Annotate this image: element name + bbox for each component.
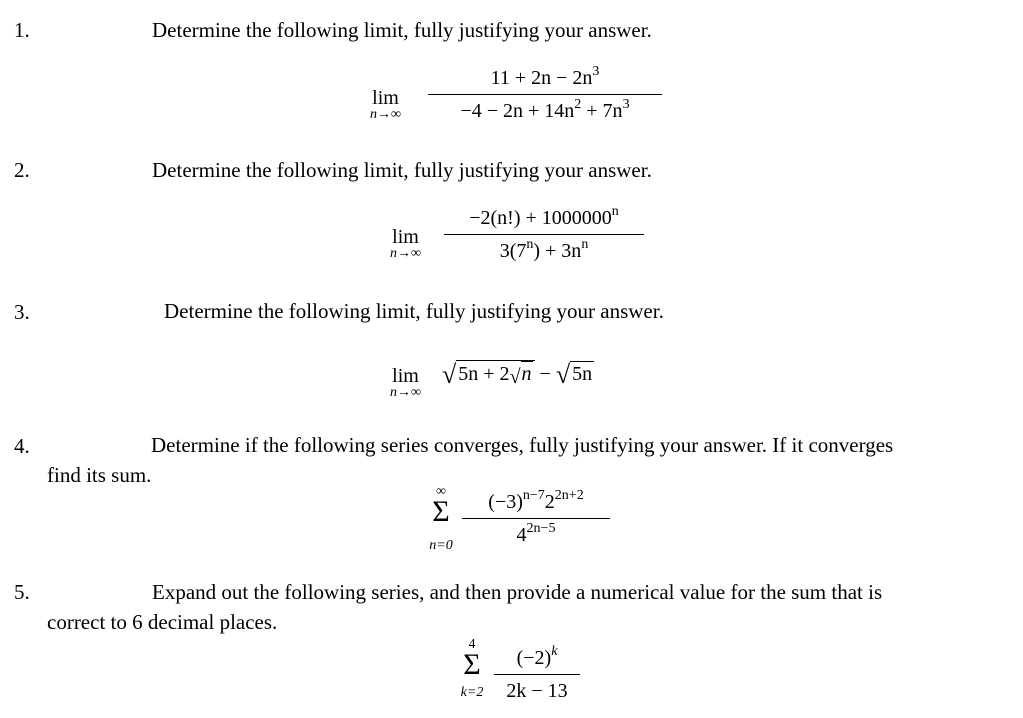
lim-word: lim	[372, 87, 399, 109]
denominator: 2k − 13	[506, 680, 568, 702]
problem-number-2: 2.	[14, 158, 30, 182]
denominator: $3(7^n) + 3n^n$	[499, 237, 589, 262]
lim-subscript: n→∞	[390, 246, 421, 261]
limit-operator	[390, 366, 421, 400]
problem-number-1: 1.	[14, 18, 30, 42]
fraction-bar	[494, 674, 580, 675]
fraction-bar	[444, 234, 644, 235]
limit-operator	[370, 88, 401, 122]
problem-5-prompt-line-1: Expand out the following series, and then provide a numerical value for the sum that is	[152, 580, 883, 604]
lim-word: lim	[392, 365, 419, 387]
lim-subscript: n→∞	[370, 107, 401, 122]
sum-upper-limit: ∞	[436, 484, 446, 499]
fraction	[428, 66, 662, 123]
problem-number-4: 4.	[14, 434, 30, 458]
radical-expression: √ 5n + 2√n − √ 5n	[442, 360, 593, 389]
limit-operator	[390, 227, 421, 261]
sigma-symbol: Σ	[463, 648, 481, 681]
problem-number-5: 5.	[14, 580, 30, 604]
problem-4-prompt-line-1: Determine if the following series converges, fully justifying your answer. If it converges	[151, 433, 894, 457]
numerator: $11 + 2n - 2n^3$	[490, 64, 600, 89]
sigma-symbol: Σ	[432, 495, 450, 528]
problem-1-prompt: Determine the following limit, fully justifying your answer.	[152, 18, 652, 42]
problem-3-prompt: Determine the following limit, fully justifying your answer.	[164, 299, 664, 323]
problem-4-prompt-line-2: find its sum.	[47, 463, 152, 487]
problem-5-prompt-line-2: correct to 6 decimal places.	[47, 610, 278, 634]
denominator: $-4 - 2n + 14n^2 + 7n^3$	[460, 97, 630, 122]
lim-word: lim	[392, 226, 419, 248]
sum-upper-limit: 4	[468, 637, 476, 652]
inner-radical-sign: √	[509, 366, 521, 388]
problem-number-3: 3.	[14, 300, 30, 324]
fraction	[444, 206, 644, 263]
sum-lower-limit: n=0	[429, 538, 453, 553]
fraction	[462, 490, 610, 547]
numerator: $(-2)^k$	[516, 644, 558, 669]
fraction	[494, 646, 580, 703]
sum-lower-limit: k=2	[460, 685, 484, 700]
fraction-bar	[428, 94, 662, 95]
radical-sign-2: √	[555, 360, 571, 389]
denominator: $4^{2n-5}$	[516, 521, 556, 546]
problem-2-prompt: Determine the following limit, fully justifying your answer.	[152, 158, 652, 182]
lim-subscript: n→∞	[390, 385, 421, 400]
radical-sign: √	[442, 360, 457, 389]
summation-operator	[452, 638, 492, 700]
numerator: $-2(n!) + 1000000^n$	[469, 204, 619, 229]
fraction-bar	[462, 518, 610, 519]
radicand: 5n + 2√n	[456, 360, 534, 387]
numerator: $(-3)^{n-7}2^{2n+2}$	[488, 488, 584, 513]
summation-operator	[424, 485, 458, 553]
